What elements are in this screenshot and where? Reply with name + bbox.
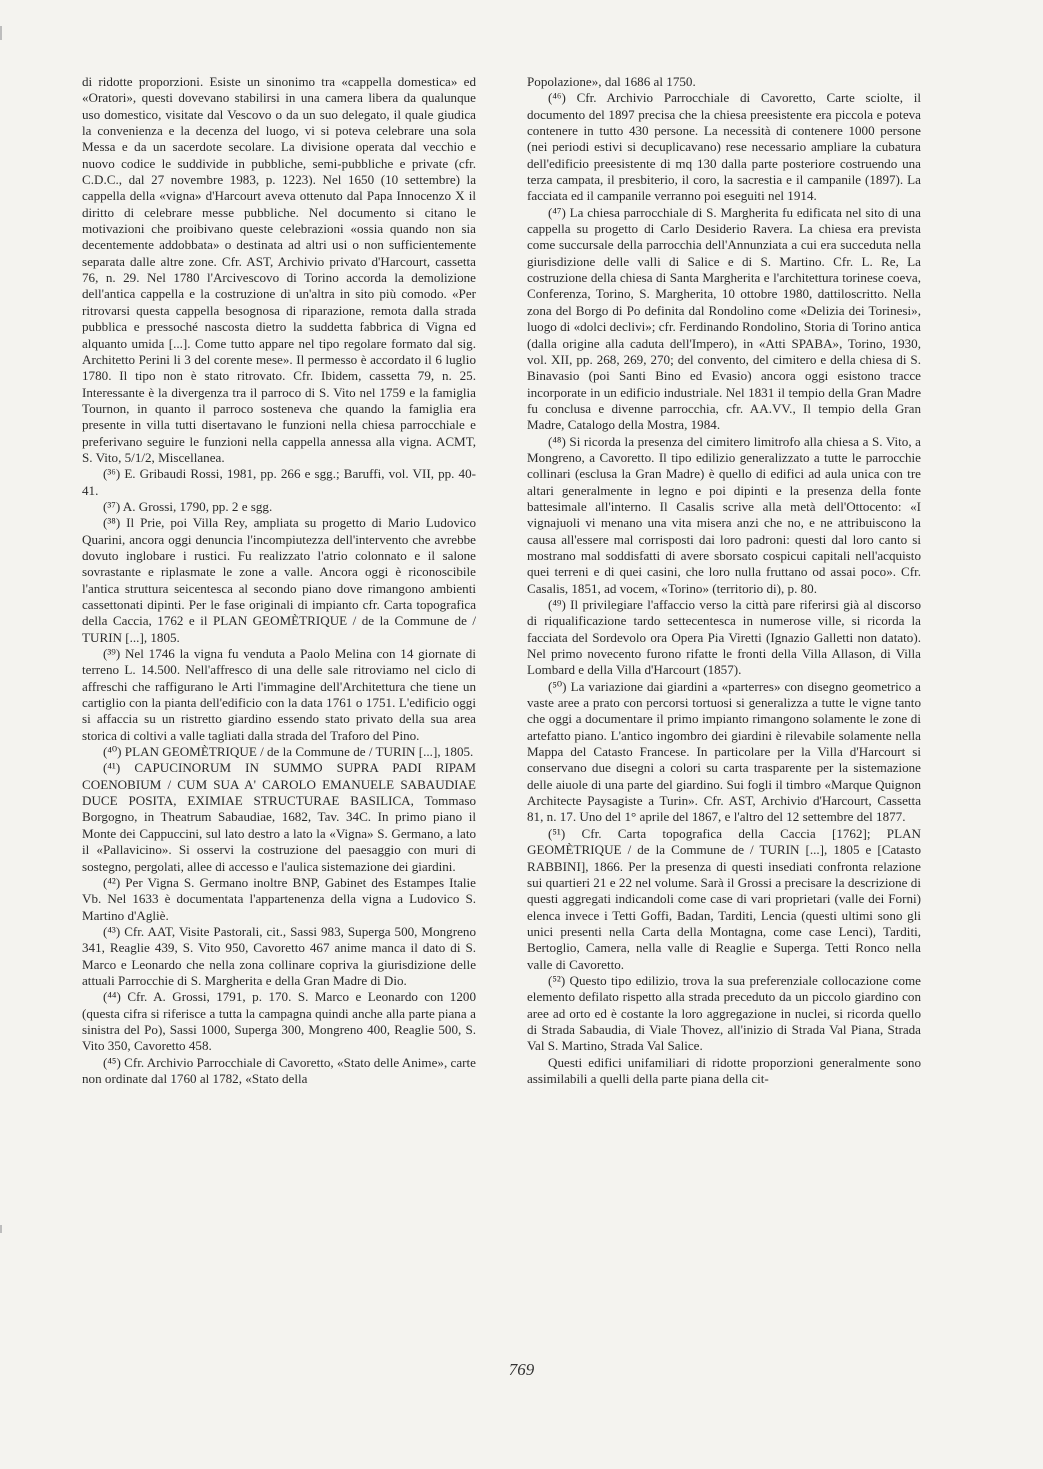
footnote-47: (⁴⁷) La chiesa parrocchiale di S. Margherita fu edificata nel sito di una cappella su progetto di Carlo Desiderio Ravera. La chiesa era prevista come succursale della parrocchia dell'Annunziata a cui era succeduta nella giurisdizione delle valli di Salice e di S. Martino. Cfr. L. Re, La costruzione della chiesa di Santa Margherita e l'architettura torinese coeva, Conferenza, Torino, S. Margherita, 10 ottobre 1980, dattiloscritto. Nella zona del Borgo di Po definita dal Rondolino come «Delizia dei Torinesi», luogo di «dolci declivi»; cfr. Ferdinando Rondolino, Storia di Torino antica (dalla origine alla caduta dell'Impero), in «Atti SPABA», Torino, 1930, vol. XII, pp. 268, 269, 270; del convento, del cimitero e della chiesa di S. Binavasio (poi Santi Bino ed Evasio) ancora oggi esistono tracce incorporate in un edificio industriale. Nel 1831 il tempio della Gran Madre fu conclusa e divenne parrocchia, cfr. AA.VV., Il tempio della Gran Madre, Catalogo della Mostra, 1984.: [527, 204, 921, 433]
footnote-41: (⁴¹) CAPUCINORUM IN SUMMO SUPRA PADI RIPAM COENOBIUM / CUM SUA A' CAROLO EMANUELE SABAUDIAE DUCE POSITA, EXIMIAE STRUCTURAE BASILICA, Tommaso Borgogno, in Theatrum Sabaudiae, 1682, Tav. 34C. In primo piano il Monte dei Cappuccini, sul lato destro a lato la «Vigna» S. Germano, a lato il «Pallavicino». Si osservi la costruzione del paesaggio con muri di sostegno, pergolati, allee di accesso e l'aulica sistemazione dei giardini.: [82, 760, 476, 874]
continued-note: di ridotte proporzioni. Esiste un sinonimo tra «cappella domestica» ed «Oratori», questi dovevano stabilirsi in una camera libera da qualunque uso domestico, visitate dal Vescovo o da un suo delegato, il quale giudica la convenienza e la decenza del luogo, vi si poteva celebrare una sola Messa e da un sacerdote secolare. La divisione operata dal vecchio e nuovo codice le suddivide in pubbliche, semi-pubbliche e private (cfr. C.D.C., dal 27 novembre 1983, p. 1223). Nel 1650 (10 settembre) la cappella della «vigna» d'Harcourt aveva ottenuto dal Papa Innocenzo X il diritto di celebrare messe pubbliche. Nel documento si citano le motivazioni che proibivano queste celebrazioni «ossia quando non sia decentemente addobbata» o destinata ad altri usi o non sufficientemente separata dalle altre zone. Cfr. AST, Archivio privato d'Harcourt, cassetta 76, n. 29. Nel 1780 l'Arcivescovo di Torino accorda la demolizione dell'antica cappella e la costruzione di un'altra in sito più comodo. «Per ritrovarsi questa cappella besognosa di riparazione, remota dalla strada pubblica e pressoché nascosta dietro la suddetta fabbrica di Vigna ed alquanto umida [...]. Come tutto appare nel tipo regolare formato dal sig. Architetto Perini li 3 del corente mese». Il permesso è accordato il 6 luglio 1780. Il tipo non è stato ritrovato. Cfr. Ibidem, cassetta 79, n. 25. Interessante è la divergenza tra il parroco di S. Vito nel 1759 e la famiglia Tournon, in quanto il parroco sosteneva che quando la famiglia era presente in villa tutti disertavano le funzioni nella chiesa parrocchiale e preferivano seguire le funzioni nella cappella annessa alla vigna. ACMT, S. Vito, 5/1/2, Miscellanea.: [82, 74, 476, 465]
footnote-42: (⁴²) Per Vigna S. Germano inoltre BNP, Gabinet des Estampes Italie Vb. Nel 1633 è documentata l'appartenenza della vigna a Ludovico S. Martino d'Agliè.: [82, 874, 476, 923]
footnote-48: (⁴⁸) Si ricorda la presenza del cimitero limitrofo alla chiesa a S. Vito, a Mongreno, a Cavoretto. Il tipo edilizio generalizzato a tutte le parrocchie collinari (esclusa la Gran Madre) è quello di edifici ad aula unica con tre altari generalmente in legno e poi dipinti e la presenza della fonte battesimale all'interno. Il Casalis scrive alla metà dell'Ottocento: «I vignajuoli vi menano una vita misera anzi che no, e ne attribuiscono la causa all'essere mal corrisposti dai loro padroni: questi dal loro canto si mostrano mal soddisfatti di avere sborsato cospicui capitali nell'acquisto quei terreni e di quei casini, che loro nulla fruttano od assai poco». Cfr. Casalis, 1851, ad vocem, «Torino» (territorio di), p. 80.: [527, 433, 921, 596]
footnote-49: (⁴⁹) Il privilegiare l'affaccio verso la città pare riferirsi già al discorso di riqualificazione tardo settecentesca in numerose ville, si ricorda la facciata del Sordevolo ora Opera Pia Viretti (Ignazio Galletti non datato). Nel primo novecento furono rifatte le fronti della Villa Allason, di Villa Lombard e della Villa d'Harcourt (1857).: [527, 597, 921, 678]
footnote-37: (³⁷) A. Grossi, 1790, pp. 2 e sgg.: [103, 498, 273, 514]
footnote-52: (⁵²) Questo tipo edilizio, trova la sua preferenziale collocazione come elemento defilato rispetto alla strada preceduto da un piccolo giardino con aree ad orto ed è costante la loro aggregazione in nuclei, si ricorda quello di Strada Sabaudia, di Viale Thovez, all'inizio di Strada Val Piana, Strada Val S. Martino, Strada Val Salice.: [527, 972, 921, 1054]
footnote-46: (⁴⁶) Cfr. Archivio Parrocchiale di Cavoretto, Carte sciolte, il documento del 1897 precisa che la chiesa preesistente era piccola e poteva contenere in tutto 430 persone. La necessità di contenere 1000 persone (nei periodi estivi si decuplicavano) rese necessario ampliare la cubatura dell'edificio preesistente di mq 130 dalla parte posteriore costruendo una terza campata, il presbiterio, il coro, la sacrestia e il campanile (1897). La facciata ed il campanile verranno poi eseguiti nel 1914.: [527, 90, 921, 204]
footnote-50: (⁵⁰) La variazione dai giardini a «parterres» con disegno geometrico a vaste aree a prato con percorsi tortuosi si generalizza a tutte le vigne tanto che oggi a documentare il primo impianto rimangono solamente le zone di artefatto piano. L'antico ingombro dei giardini è rilevabile solamente nella Mappa del Catasto Francese. In particolare per la Villa d'Harcourt si conservano due disegni a colori su carta trasparente per la sistemazione delle aiuole di una parte del giardino. Sui fogli il timbro «Marque Quignon Architecte Paysagiste a Turin». Cfr. AST, Archivio d'Harcourt, Cassetta 81, n. 17. Uno del 1° aprile del 1867, e l'altro del 12 settembre del 1877.: [527, 678, 921, 825]
footnote-40: (⁴⁰) PLAN GEOMÈTRIQUE / de la Commune de / TURIN [...], 1805.: [103, 744, 474, 760]
scan-margin-mark-bottom: [0, 1225, 2, 1233]
footnote-45-continued: Popolazione», dal 1686 al 1750.: [527, 74, 696, 89]
footnote-36: (³⁶) E. Gribaudi Rossi, 1981, pp. 266 e sgg.; Baruffi, vol. VII, pp. 40-41.: [82, 466, 476, 498]
page-number: 769: [508, 1360, 535, 1379]
footnote-43: (⁴³) Cfr. AAT, Visite Pastorali, cit., Sassi 983, Superga 500, Mongreno 341, Reaglie 439, S. Vito 950, Cavoretto 467 anime manca il dato di S. Marco e Leonardo che nella zona collinare copriva la giurisdizione delle attuali Parrocchie di S. Margherita e della Gran Madre di Dio.: [82, 923, 476, 988]
footnote-38: (³⁸) Il Prie, poi Villa Rey, ampliata su progetto di Mario Ludovico Quarini, ancora oggi denuncia l'incompiutezza dell'intervento che avrebbe dovuto inglobare i rustici. Fu realizzato l'atrio colonnato e il salone sovrastante e riplasmate le zone a valle. Ancora oggi è riconoscibile l'antica struttura seicentesca al secondo piano dove rimangono ambienti cassettonati dipinti. Per le fase originali di impianto cfr. Carta topografica della Caccia, 1762 e il PLAN GEOMÈTRIQUE / de la Commune de / TURIN [...], 1805.: [82, 515, 476, 645]
scan-margin-mark-top: [0, 26, 2, 40]
left-column: [82, 74, 476, 1087]
footnote-39: (³⁹) Nel 1746 la vigna fu venduta a Paolo Melina con 14 giornate di terreno L. 14.500. Nell'affresco di una delle sale ritroviamo nel ciclo di affreschi che raffigurano le Arti l'immagine dell'Architettura che tiene un cartiglio con la pianta dell'edificio con la data 1761 o 1751. L'edificio oggi si affaccia su un ristretto giardino essendo stato privato della sua area storica di coltivi a valle tagliati dalla strada del Traforo del Pino.: [82, 646, 476, 743]
footnote-45: (⁴⁵) Cfr. Archivio Parrocchiale di Cavoretto, «Stato delle Anime», carte non ordinate dal 1760 al 1782, «Stato della: [82, 1054, 476, 1086]
body-paragraph: Questi edifici unifamiliari di ridotte proporzioni generalmente sono assimilabili a quelli della parte piana della cit-: [527, 1054, 921, 1086]
footnote-51: (⁵¹) Cfr. Carta topografica della Caccia [1762]; PLAN GEOMÈTRIQUE / de la Commune de / TURIN [...], 1805 e [Catasto RABBINI], 1866. Per la presenza di questi insediati confronta relazione sui quartieri 21 e 22 nel volume. Sarà il Grossi a precisare la descrizione di questi aggregati indicandoli come case di vari proprietari (valle dei Forni) elenca invece i Tetti Goffi, Badan, Tarditi, Lencia (questi ultimi sono gli unici presenti nella Carta della Montagna, come case Lenci), Tarditi, Bertoglio, Camera, nella valle di Reaglie e Superga. Tetti Ronco nella valle di Cavoretto.: [527, 825, 921, 972]
right-column: [527, 74, 921, 1087]
footnote-44: (⁴⁴) Cfr. A. Grossi, 1791, p. 170. S. Marco e Leonardo con 1200 (questa cifra si riferisce a tutta la campagna quindi anche alla parte piana a sinistra del Po), Sassi 1000, Superga 300, Mongreno 400, Reaglie 500, S. Vito 350, Cavoretto 458.: [82, 989, 476, 1054]
